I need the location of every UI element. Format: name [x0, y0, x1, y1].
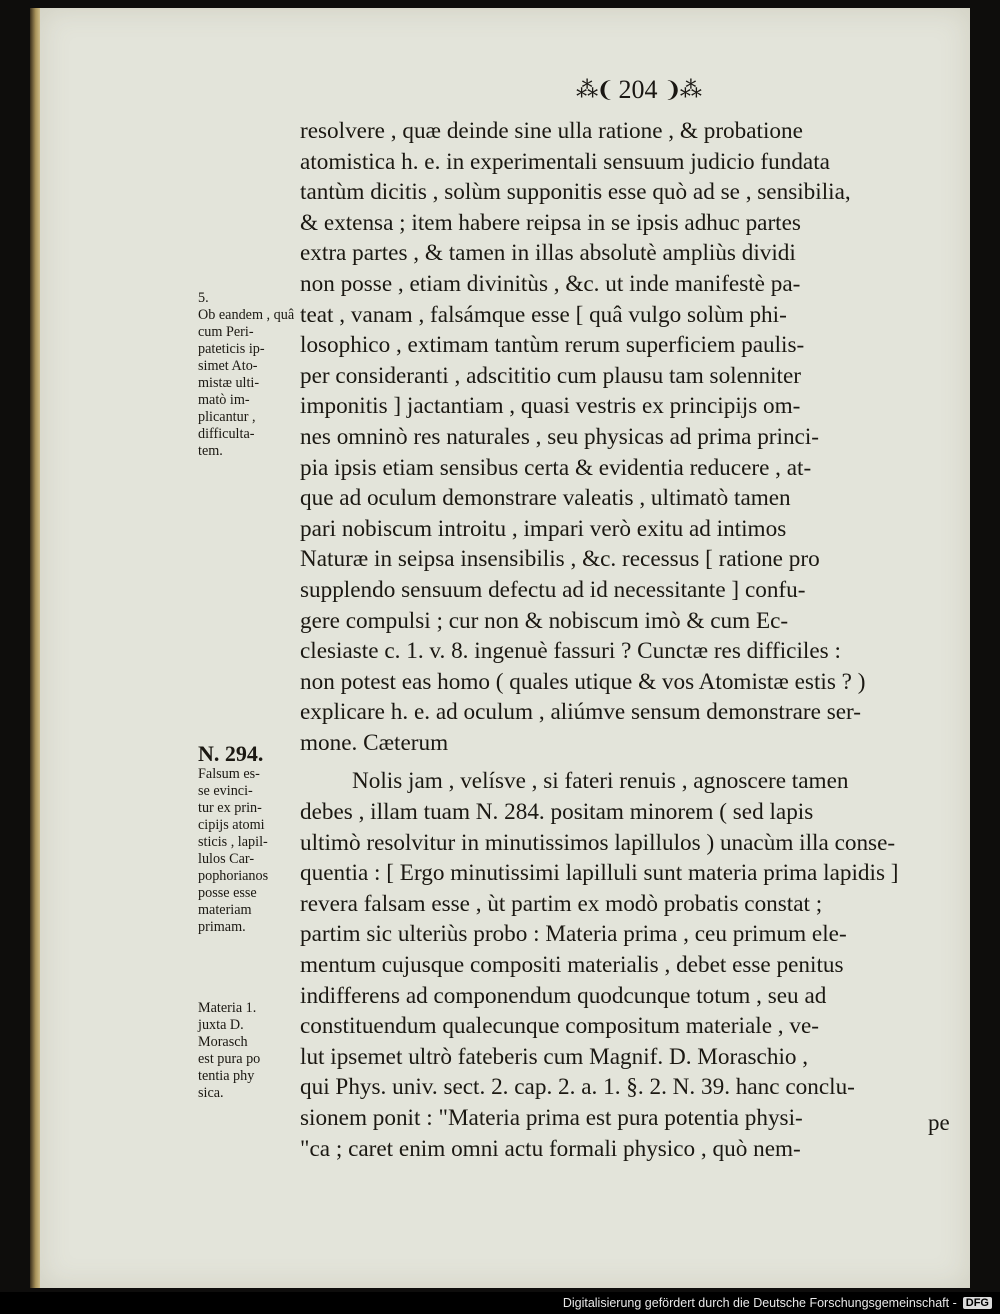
text-line: & extensa ; item habere reipsa in se ipsis adhuc partes — [300, 209, 801, 236]
text-line: lulos Car- — [198, 851, 255, 867]
margin-note-materia — [198, 1000, 293, 1102]
text-line: clesiaste c. 1. v. 8. ingenuè fassuri ? Cunctæ res difficiles : — [300, 638, 841, 665]
text-line: Nolis jam , velísve , si fateri renuis , agnoscere tamen — [352, 768, 849, 795]
margin-note-obeandem — [198, 290, 293, 460]
text-line: teat , vanam , falsámque esse [ quâ vulgo solùm phi- — [300, 301, 787, 328]
text-line: Morasch — [198, 1034, 248, 1050]
text-line: indifferens ad componendum quodcunque totum , seu ad — [300, 982, 827, 1009]
text-line: imponitis ] jactantiam , quasi vestris ex principijs om- — [300, 393, 801, 420]
page-number: 204 — [618, 75, 658, 104]
text-line: Ob eandem , quâ — [198, 307, 295, 323]
text-line: mone. Cæterum — [300, 729, 449, 756]
text-line: mentum cujusque compositi materialis , debet esse penitus — [300, 952, 844, 979]
text-line: lut ipsemet ultrò fateberis cum Magnif. D. Moraschio , — [300, 1043, 809, 1070]
text-line: sticis , lapil- — [198, 834, 268, 850]
text-line: tentia phy — [198, 1068, 255, 1084]
digitization-footer — [0, 1292, 1000, 1314]
text-line: simet Ato- — [198, 358, 258, 374]
text-line: atomistica h. e. in experimentali sensuum judicio fundata — [300, 148, 830, 175]
ornament-left-icon: ⁂❨ — [576, 77, 613, 102]
text-line: losophico , extimam tantùm rerum superficiem paulis- — [300, 332, 805, 359]
text-line: revera falsam esse , ùt partim ex modò probatis constat ; — [300, 890, 823, 917]
text-line: quentia : [ Ergo minutissimi lapilluli sunt materia prima lapidis ] — [300, 860, 899, 887]
text-line: pari nobiscum introitu , impari verò exitu ad intimos — [300, 515, 787, 542]
text-line: ultimò resolvitur in minutissimos lapillulos ) unacùm illa conse- — [300, 829, 896, 856]
text-line: explicare h. e. ad oculum , aliúmve sensum demonstrare ser- — [300, 699, 861, 726]
text-line: que ad oculum demonstrare valeatis , ultimatò tamen — [300, 485, 791, 512]
text-line: constituendum qualecunque compositum materiale , ve- — [300, 1013, 819, 1040]
text-line: posse esse — [198, 885, 257, 901]
text-line: sica. — [198, 1085, 224, 1101]
text-line: qui Phys. univ. sect. 2. cap. 2. a. 1. §. 2. N. 39. hanc conclu- — [300, 1074, 855, 1101]
margin-note-n294 — [198, 742, 293, 936]
text-line: per consideranti , adscititio cum plausu tam solenniter — [300, 362, 801, 389]
text-line: Naturæ in seipsa insensibilis , &c. recessus [ ratione pro — [300, 546, 820, 573]
text-line: pateticis ip- — [198, 341, 265, 357]
text-line: matò im- — [198, 392, 250, 408]
ornament-right-icon: ❩⁂ — [663, 77, 700, 102]
text-line: cipijs atomi — [198, 817, 265, 833]
text-line: Materia 1. — [198, 1000, 257, 1016]
text-line: mistæ ulti- — [198, 375, 260, 391]
text-line: juxta D. — [198, 1017, 244, 1033]
text-line: non potest eas homo ( quales utique & vos Atomistæ estis ? ) — [300, 668, 866, 695]
text-line: tem. — [198, 443, 223, 459]
text-line: cum Peri- — [198, 324, 254, 340]
catchword: pe — [928, 1110, 950, 1135]
text-line: materiam — [198, 902, 252, 918]
text-line: est pura po — [198, 1051, 261, 1067]
text-line: plicantur , — [198, 409, 256, 425]
text-line: "ca ; caret enim omni actu formali physico , quò nem- — [300, 1135, 801, 1162]
text-line: debes , illam tuam N. 284. positam minorem ( sed lapis — [300, 799, 814, 826]
text-line: Falsum es- — [198, 766, 260, 782]
text-line: extra partes , & tamen in illas absolutè ampliùs dividi — [300, 240, 796, 267]
text-line: difficulta- — [198, 426, 255, 442]
text-line: nes omninò res naturales , seu physicas ad prima princi- — [300, 423, 820, 450]
text-line: pia ipsis etiam sensibus certa & evidentia reducere , at- — [300, 454, 812, 481]
text-line: supplendo sensuum defectu ad id necessitante ] confu- — [300, 576, 806, 603]
text-line: tur ex prin- — [198, 800, 262, 816]
text-line: sionem ponit : "Materia prima est pura potentia physi- — [300, 1105, 803, 1131]
dfg-logo: DFG — [963, 1297, 992, 1309]
text-line: gere compulsi ; cur non & nobiscum imò & cum Ec- — [300, 607, 789, 634]
text-line: primam. — [198, 919, 246, 935]
margin-note-number: N. 294. — [198, 741, 264, 766]
text-line: non posse , etiam divinitùs , &c. ut inde manifestè pa- — [300, 270, 801, 297]
text-line: pophorianos — [198, 868, 269, 884]
page-header — [528, 70, 748, 110]
footer-credit-text: Digitalisierung gefördert durch die Deutsche Forschungsgemeinschaft - — [562, 1296, 957, 1310]
text-line: 5. — [198, 290, 209, 306]
main-text-block — [300, 116, 965, 1164]
text-line: tantùm dicitis , solùm supponitis esse quò ad se , sensibilia, — [300, 179, 851, 206]
text-line: resolvere , quæ deinde sine ulla ratione , & probatione — [300, 118, 803, 144]
text-line: partim sic ulteriùs probo : Materia prima , ceu primum ele- — [300, 921, 847, 948]
paragraph-gap — [300, 758, 965, 766]
text-line: se evinci- — [198, 783, 253, 799]
